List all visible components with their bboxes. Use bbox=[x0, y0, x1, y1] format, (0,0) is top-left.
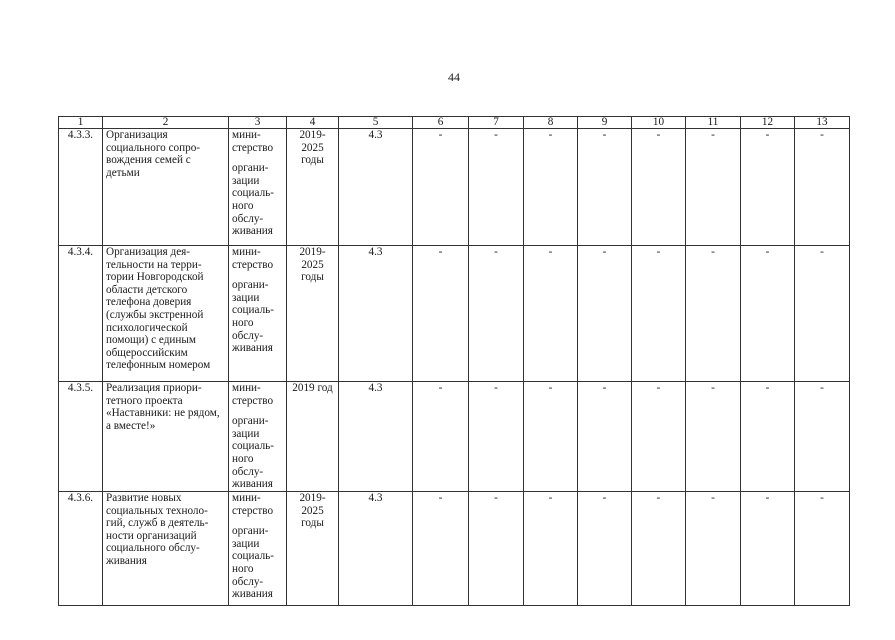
table-row bbox=[59, 129, 850, 246]
data-cell: - bbox=[469, 492, 524, 606]
implementation-period: 2019-2025 годы bbox=[287, 129, 339, 246]
table-row bbox=[59, 492, 850, 606]
responsible-ministry: мини-стерство bbox=[232, 129, 274, 154]
data-cell: - bbox=[469, 129, 524, 246]
table-row bbox=[59, 246, 850, 382]
responsible-executors bbox=[229, 492, 287, 606]
measure-description: Реализация приори-тетного проекта «Наставники: не рядом, а вместе!» bbox=[103, 382, 229, 492]
column-header: 11 bbox=[686, 117, 741, 129]
measure-number: 4.3.3. bbox=[59, 129, 103, 246]
responsible-executors bbox=[229, 382, 287, 492]
data-cell: - bbox=[524, 382, 578, 492]
data-cell: - bbox=[741, 246, 795, 382]
column-header: 13 bbox=[795, 117, 850, 129]
data-cell: - bbox=[578, 492, 632, 606]
data-cell: - bbox=[632, 382, 686, 492]
column-header: 10 bbox=[632, 117, 686, 129]
page-number: 44 bbox=[448, 70, 460, 84]
responsible-ministry: мини-стерство bbox=[232, 382, 274, 407]
column-header: 2 bbox=[103, 117, 229, 129]
table-row bbox=[59, 382, 850, 492]
data-cell: - bbox=[795, 129, 850, 246]
measure-description: Организация социального сопро-вождения семей с детьми bbox=[103, 129, 229, 246]
data-cell: - bbox=[686, 382, 741, 492]
target-indicator: 4.3 bbox=[339, 382, 413, 492]
data-cell: - bbox=[413, 246, 469, 382]
implementation-period: 2019-2025 годы bbox=[287, 246, 339, 382]
column-header: 3 bbox=[229, 117, 287, 129]
data-cell: - bbox=[524, 492, 578, 606]
responsible-ministry: мини-стерство bbox=[232, 492, 274, 517]
target-indicator: 4.3 bbox=[339, 129, 413, 246]
responsible-organizations: органи-зации социаль-ного обслу-живания bbox=[232, 279, 275, 355]
column-header: 6 bbox=[413, 117, 469, 129]
responsible-ministry: мини-стерство bbox=[232, 246, 274, 271]
data-cell: - bbox=[795, 492, 850, 606]
table-header-row bbox=[59, 117, 850, 129]
data-cell: - bbox=[632, 492, 686, 606]
target-indicator: 4.3 bbox=[339, 492, 413, 606]
measure-number: 4.3.4. bbox=[59, 246, 103, 382]
measure-description: Развитие новых социальных техноло-гий, служб в деятель-ности организаций социального обслу-живания bbox=[103, 492, 229, 606]
column-header: 1 bbox=[59, 117, 103, 129]
responsible-organizations: органи-зации социаль-ного обслу-живания bbox=[232, 525, 275, 601]
data-cell: - bbox=[413, 492, 469, 606]
data-cell: - bbox=[413, 129, 469, 246]
data-cell: - bbox=[686, 129, 741, 246]
responsible-executors bbox=[229, 129, 287, 246]
data-cell: - bbox=[741, 129, 795, 246]
data-cell: - bbox=[741, 492, 795, 606]
responsible-organizations: органи-зации социаль-ного обслу-живания bbox=[232, 162, 275, 238]
responsible-organizations: органи-зации социаль-ного обслу-живания bbox=[232, 415, 275, 491]
data-cell: - bbox=[795, 382, 850, 492]
data-cell: - bbox=[686, 246, 741, 382]
measure-description: Организация дея-тельности на терри-тории Новгородской области детского телефона доверия (службы экстренной психологической помощи) с единым общероссийским телефонным номером bbox=[103, 246, 229, 382]
column-header: 9 bbox=[578, 117, 632, 129]
data-cell: - bbox=[469, 382, 524, 492]
column-header: 4 bbox=[287, 117, 339, 129]
measure-number: 4.3.5. bbox=[59, 382, 103, 492]
data-cell: - bbox=[632, 246, 686, 382]
data-cell: - bbox=[632, 129, 686, 246]
data-cell: - bbox=[578, 129, 632, 246]
column-header: 5 bbox=[339, 117, 413, 129]
implementation-period: 2019 год bbox=[287, 382, 339, 492]
measure-number: 4.3.6. bbox=[59, 492, 103, 606]
data-cell: - bbox=[413, 382, 469, 492]
data-cell: - bbox=[469, 246, 524, 382]
data-cell: - bbox=[741, 382, 795, 492]
data-cell: - bbox=[524, 246, 578, 382]
data-cell: - bbox=[524, 129, 578, 246]
column-header: 8 bbox=[524, 117, 578, 129]
column-header: 7 bbox=[469, 117, 524, 129]
target-indicator: 4.3 bbox=[339, 246, 413, 382]
implementation-period: 2019-2025 годы bbox=[287, 492, 339, 606]
column-header: 12 bbox=[741, 117, 795, 129]
data-cell: - bbox=[795, 246, 850, 382]
data-cell: - bbox=[686, 492, 741, 606]
program-measures-table bbox=[58, 116, 850, 606]
data-cell: - bbox=[578, 382, 632, 492]
data-cell: - bbox=[578, 246, 632, 382]
responsible-executors bbox=[229, 246, 287, 382]
